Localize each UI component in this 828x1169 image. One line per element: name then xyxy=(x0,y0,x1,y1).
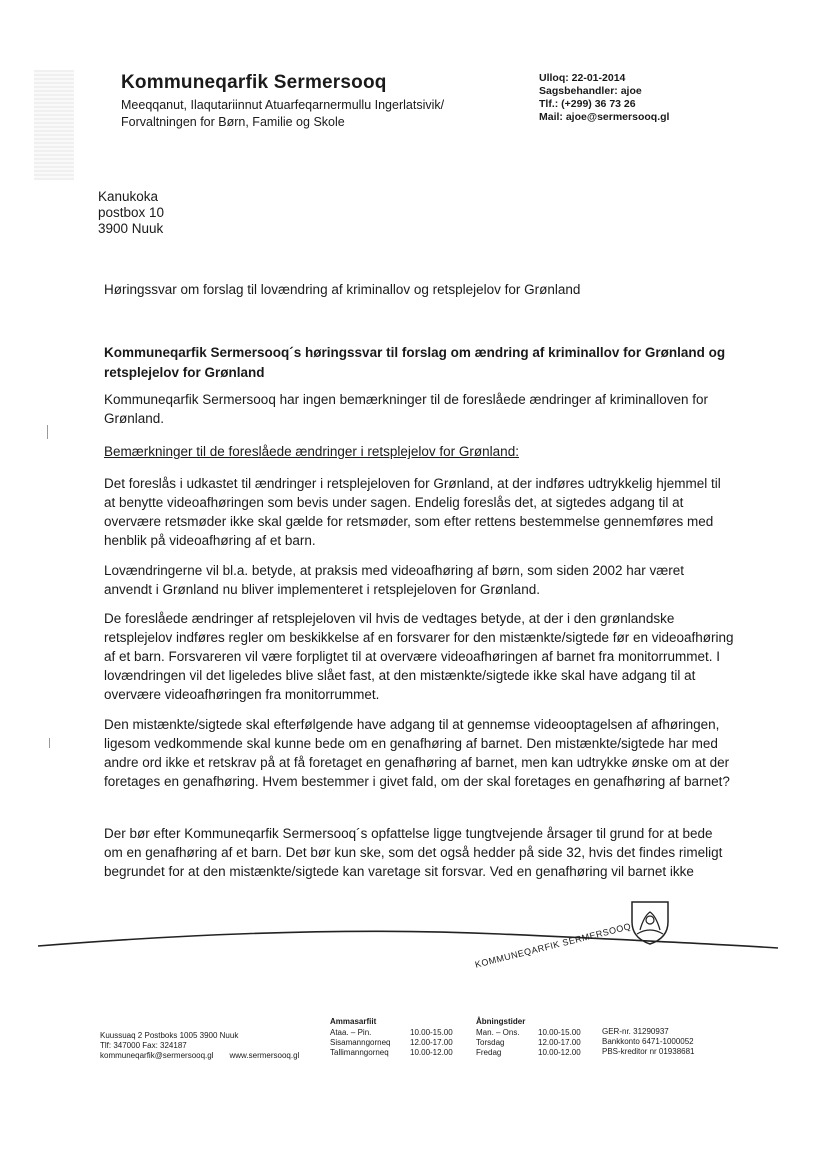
contact-mail: Mail: ajoe@sermersooq.gl xyxy=(539,111,670,123)
pbs-creditor: PBS-kreditor nr 01938681 xyxy=(602,1047,695,1056)
paragraph-6: Der bør efter Kommuneqarfik Sermersooq´s opfattelse ligge tungtvejende årsager til grund for at bede om en genafhøring af et barn. Det bør kun ske, som det også hedder på side 32, hvis det findes rimeligt begrundet for at den mistænkte/sigtede kan varetage sit forsvar. Ved en genafhøring vil barnet ikke xyxy=(104,826,723,879)
bank-account: Bankkonto 6471-1000052 xyxy=(602,1037,694,1046)
aab-row-hours: 10.00-12.00 xyxy=(538,1048,581,1057)
footer-phone-fax: Tlf: 347000 Fax: 324187 xyxy=(100,1041,187,1050)
paragraph-1: Kommuneqarfik Sermersooq har ingen bemærkninger til de foreslåede ændringer af kriminalloven for Grønland. xyxy=(104,392,709,426)
amm-row-hours: 10.00-15.00 xyxy=(410,1028,453,1037)
aab-row-hours: 10.00-15.00 xyxy=(538,1028,581,1037)
aab-row-label: Torsdag xyxy=(476,1038,505,1047)
amm-row-label: Ataa. – Pin. xyxy=(330,1028,372,1037)
amm-row-label: Tallimanngorneq xyxy=(330,1048,389,1057)
department-line-2: Forvaltningen for Børn, Familie og Skole xyxy=(121,115,345,129)
paragraph-2: Det foreslås i udkastet til ændringer i retsplejeloven for Grønland, at der indføres udtrykkelig hjemmel til at benytte videoafhøringen som bevis under sagen. Endelig foreslås det, at sigtedes adgang til at overvære retsmøder ikke skal gælde for retsmøder, som efter rettens bestemmelse gennemføres med henblik på videoafhøring af et barn. xyxy=(104,476,721,548)
amm-row-hours: 12.00-17.00 xyxy=(410,1038,453,1047)
section-title: Bemærkninger til de foreslåede ændringer i retsplejelov for Grønland: xyxy=(104,444,519,459)
footer-web: www.sermersooq.gl xyxy=(229,1051,300,1060)
footer-aabningstider xyxy=(476,1017,581,1058)
recipient-box: postbox 10 xyxy=(98,205,165,220)
stamp-text: KOMMUNEQARFIK SERMERSOOQ xyxy=(474,921,633,970)
aab-row-label: Fredag xyxy=(476,1048,502,1057)
letter-date: Ulloq: 22-01-2014 xyxy=(539,72,626,84)
aab-row-hours: 12.00-17.00 xyxy=(538,1038,581,1047)
department-line-1: Meeqqanut, Ilaqutariinnut Atuarfeqarnermullu Ingerlatsivik/ xyxy=(121,98,445,112)
ger-number: GER-nr. 31290937 xyxy=(602,1027,669,1036)
footer-email: kommuneqarfik@sermersooq.gl xyxy=(100,1051,214,1060)
aabningstider-title: Åbningstider xyxy=(476,1017,526,1026)
footer-ammasarfiit xyxy=(330,1017,453,1058)
paragraph-4: De foreslåede ændringer af retsplejeloven vil hvis de vedtages betyde, at der i den grønlandske retsplejelov indføres regler om beskikkelse af en forsvarer for den mistænkte/sigtede før en videoafhøring af et barn. Forsvareren vil være forpligtet til at overvære videoafhøringen af barnet fra monitorrummet. I lovændringen vil det ligeledes blive slået fast, at den mistænkte/sigtede ikke skal have adgang til at overvære videoafhøringen fra monitorrummet. xyxy=(104,611,734,702)
organization-name: Kommuneqarfik Sermersooq xyxy=(121,72,387,93)
contact-phone: Tlf.: (+299) 36 73 26 xyxy=(539,98,636,110)
footer-address xyxy=(100,1031,299,1061)
case-handler: Sagsbehandler: ajoe xyxy=(539,85,642,97)
municipality-seal-icon xyxy=(624,896,676,948)
recipient-city: 3900 Nuuk xyxy=(98,221,164,236)
letter-subject: Høringssvar om forslag til lovændring af kriminallov og retsplejelov for Grønland xyxy=(104,282,581,297)
aab-row-label: Man. – Ons. xyxy=(476,1028,520,1037)
footer-address-line: Kuussuaq 2 Postboks 1005 3900 Nuuk xyxy=(100,1031,239,1040)
ammasarfiit-title: Ammasarfiit xyxy=(330,1017,377,1026)
recipient-name: Kanukoka xyxy=(98,189,159,204)
amm-row-label: Sisamanngorneq xyxy=(330,1038,391,1047)
paragraph-5: Den mistænkte/sigtede skal efterfølgende have adgang til at gennemse videooptagelsen af afhøringen, ligesom vedkommende skal kunne bede om en genafhøring af barnet. Den mistænkte/sigtede har med andre ord ikke et retskrav på at få foretaget en genafhøring af barnet, men kan udtrykke ønske om at der foretages en genafhøring. Hvem bestemmer i givet fald, om der skal foretages en genafhøring af barnet? xyxy=(104,717,730,789)
body-heading: Kommuneqarfik Sermersooq´s høringssvar til forslag om ændring af kriminallov for Grønland og retsplejelov for Grønland xyxy=(104,345,726,380)
footer-registration xyxy=(602,1027,695,1057)
amm-row-hours: 10.00-12.00 xyxy=(410,1048,453,1057)
paragraph-3: Lovændringerne vil bl.a. betyde, at praksis med videoafhøring af børn, som siden 2002 har været anvendt i Grønland nu bliver implementeret i retsplejeloven for Grønland. xyxy=(104,563,685,597)
